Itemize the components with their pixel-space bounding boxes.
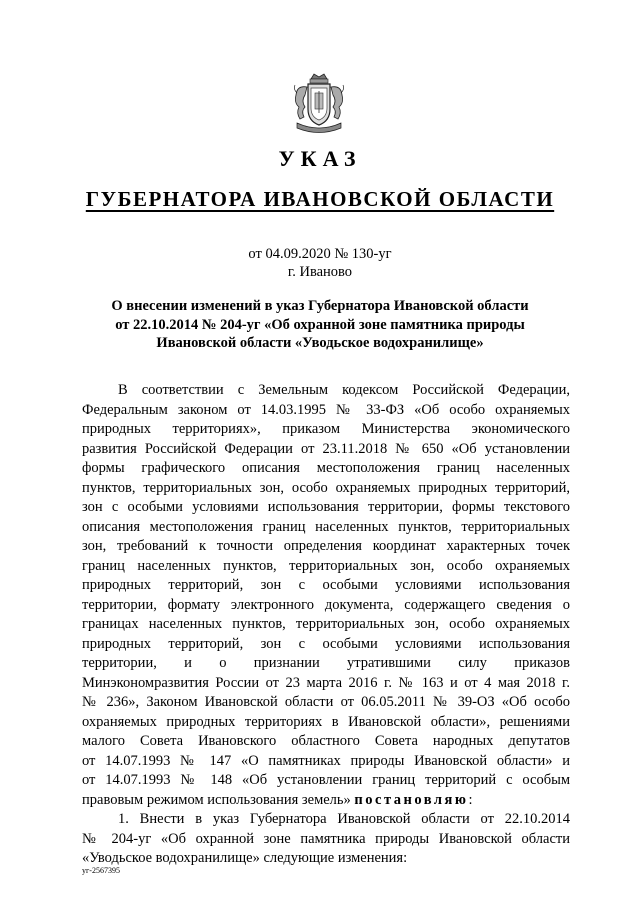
body-line: описания местоположения границ населенных пунктов, территориальных	[82, 518, 570, 535]
body-line-decree	[82, 791, 570, 811]
decree-word: постановляю	[354, 791, 469, 808]
footer-code: уг-2567395	[82, 866, 120, 875]
heading-line: Ивановской области «Уводьское водохранилище»	[156, 335, 484, 351]
body-line: Федеральным законом от 14.03.1995 № 33-ФЗ «Об особо охраняемых	[82, 401, 570, 418]
body-line: природных территорий, зон с особыми условиями использования	[82, 635, 570, 652]
body-line: границах населенных пунктов, территориальных зон, особо охраняемых	[82, 616, 570, 632]
body-line: формы графического описания местоположения границ населенных	[82, 460, 570, 476]
document-date: от 04.09.2020 № 130-уг	[248, 246, 392, 262]
body-line: развития Российской Федерации от 23.11.2018 № 650 «Об установлении	[82, 440, 570, 457]
body-line-prefix: правовым режимом использования земель»	[82, 791, 351, 808]
decree-colon: :	[468, 791, 473, 808]
coat-of-arms-icon	[291, 73, 347, 135]
body-line: природных территориях», приказом Министерства экономического	[82, 421, 570, 437]
body-line: В соответствии с Земельным кодексом Российской Федерации,	[118, 382, 570, 398]
body-line: Минэкономразвития России от 23 марта 2016 г. № 163 и от 4 мая 2018 г.	[82, 674, 570, 691]
body-line: № 236», Законом Ивановской области от 06.05.2011 № 39-ОЗ «Об особо	[82, 694, 570, 710]
body-line: границ населенных пунктов, территориальных зон, особо охраняемых	[82, 557, 570, 574]
item-line: № 204-уг «Об охранной зоне памятника природы Ивановской области	[82, 830, 570, 847]
body-line: охраняемых природных территориях в Ивановской области», решениями	[82, 713, 570, 730]
document-title: УКАЗ	[278, 146, 362, 171]
body-line: территории, и о признании утратившими силу приказов	[82, 655, 570, 671]
body-line: пунктов, территориальных зон, особо охраняемых природных территорий,	[82, 479, 570, 496]
body-line: от 14.07.1993 № 148 «Об установлении границ территорий с особым	[82, 772, 570, 788]
body-line: зон, требований к точности определения координат характерных точек	[82, 538, 570, 554]
heading-line: О внесении изменений в указ Губернатора Ивановской области	[111, 298, 529, 314]
item-line: 1. Внести в указ Губернатора Ивановской области от 22.10.2014	[118, 811, 570, 827]
body-line: малого Совета Ивановского областного Совета народных депутатов	[82, 733, 570, 749]
document-body	[82, 381, 570, 869]
body-line: от 14.07.1993 № 147 «О памятниках природы Ивановской области» и	[82, 752, 570, 769]
body-line: зон с особыми условиями использования территории, формы текстового	[82, 499, 570, 515]
document-city: г. Иваново	[287, 264, 353, 280]
document-heading	[80, 297, 560, 353]
body-line: территории, формату электронного документа, содержащего сведения о	[82, 596, 570, 613]
heading-line: от 22.10.2014 № 204-уг «Об охранной зоне памятника природы	[115, 316, 525, 333]
body-line: природных территорий, зон с особыми условиями использования	[82, 577, 570, 593]
item-line: «Уводьское водохранилище» следующие изменения:	[82, 850, 408, 866]
document-issuer: ГУБЕРНАТОРА ИВАНОВСКОЙ ОБЛАСТИ	[85, 187, 555, 211]
